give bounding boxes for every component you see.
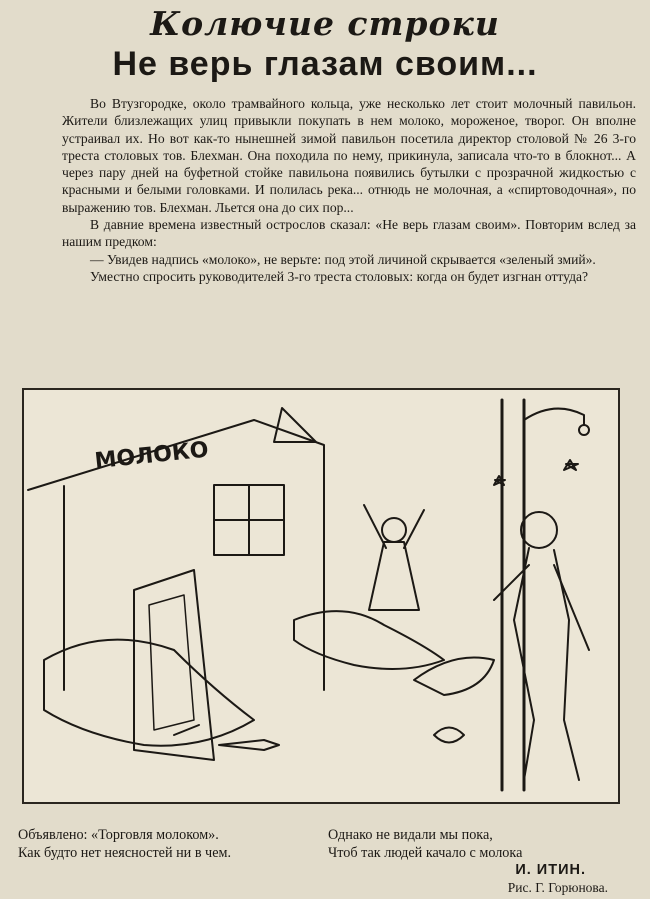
article-paragraph: — Увидев надпись «молоко», не верьте: под этой личиной скрывается «зеленый змий».: [90, 251, 596, 267]
section-heading: Колючие строки: [150, 4, 500, 43]
poem-line: Чтоб так людей качало с молока: [328, 845, 523, 861]
poem-line: Как будто нет неясностей ни в чем.: [18, 845, 232, 861]
cartoon-illustration: [22, 388, 620, 804]
illustration-credit: Рис. Г. Горюнова.: [507, 880, 608, 895]
article-paragraph: В давние времена известный острослов сказал: «Не верь глазам своим». Повторим вслед за нашим предком:: [62, 217, 636, 250]
cartoon-drawing: [24, 390, 618, 802]
poem-line: Объявлено: «Торговля молоком».: [18, 827, 219, 843]
article-body: [62, 95, 636, 285]
poem-author: И. ИТИН.: [515, 862, 586, 878]
poem-right-column: [328, 826, 628, 862]
article-title: Не верь глазам своим...: [112, 45, 538, 83]
poem-left-column: [18, 826, 338, 862]
milk-sign: МОЛОКО: [93, 437, 210, 475]
article-paragraph: Во Втузгородке, около трамвайного кольца, уже несколько лет стоит молочный павильон. Жители близлежащих улиц привыкли покупать в нем молоко, мороженое, творог. Он вполне устраивал их. Но вот как-то нынешней зимой павильон посетила директор столовой № 26 3-го треста столовых тов. Блехман. Она походила по нему, прикинула, записала что-то в блокнот... А через пару дней на буфетной стойке павильона появились бутылки с прозрачной жидкостью с красными и белыми головками. И полилась река... отнюдь не молочная, а «спиртоводочная», по выражению тов. Блехман. Льется она до сих пор...: [62, 96, 636, 215]
article-paragraph: Уместно спросить руководителей 3-го треста столовых: когда он будет изгнан оттуда?: [90, 268, 589, 284]
poem-line: Однако не видали мы пока,: [328, 827, 493, 843]
